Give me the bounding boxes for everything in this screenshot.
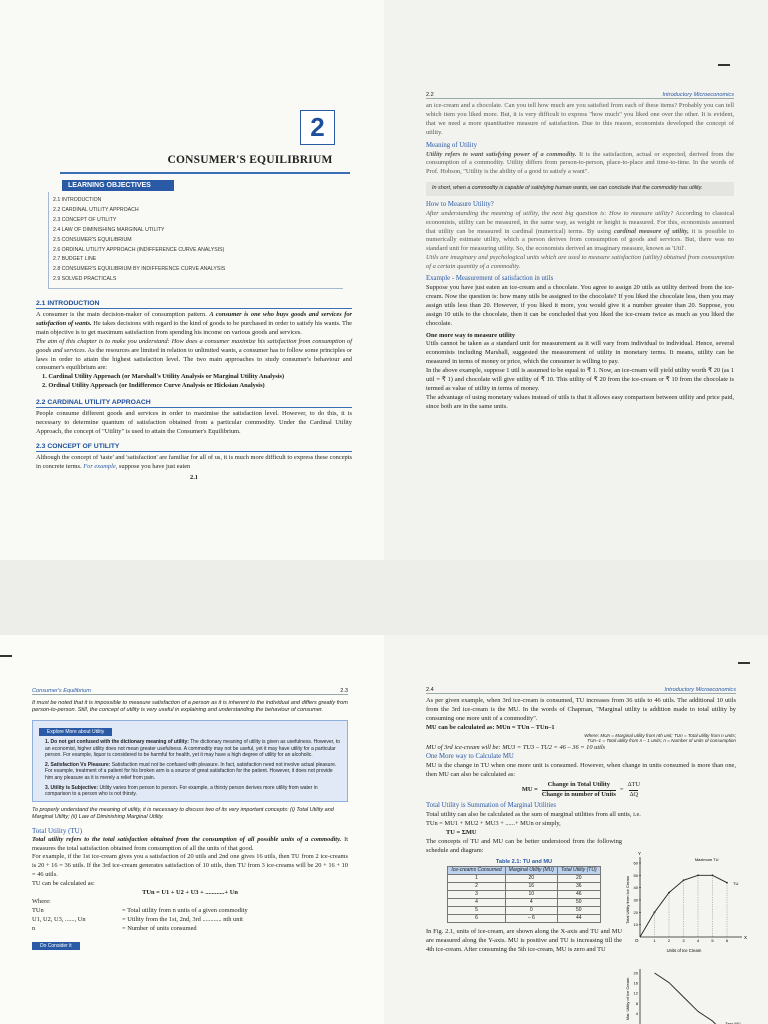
page-number: 2.4 (426, 687, 434, 693)
learning-objectives-box (48, 192, 343, 289)
page-2-3 (0, 635, 384, 1024)
max-tu-label: Maximum TU (694, 857, 719, 862)
section-rule (36, 451, 352, 452)
table-row: 3 10 46 (448, 890, 600, 898)
table-row: 2 16 36 (448, 882, 600, 890)
x-tick-label: 6 (725, 938, 729, 943)
lo-item: 2.7 BUDGET LINE (53, 256, 97, 263)
explore-item: 2. Satisfaction Vs Pleasure: Satisfaction must not be confused with pleasure. In fact, satisfaction need not involve actual pleasure. For example, treatment of a patient for his broken arm is a source of great satisfaction for the patient. However, it does not provide him any pleasure as it is merely a relief from pain. (45, 761, 337, 781)
y-tick-label: 50 (633, 872, 638, 878)
y-axis-letter: Y (638, 851, 642, 856)
x-tick-label: 3 (682, 938, 685, 943)
running-head: Consumer's Equilibrium (32, 688, 91, 694)
y-tick-label: 40 (633, 885, 638, 891)
intro-paragraph: an ice-cream and a chocolate. Can you tell how much are you satisfied from each of these items? Probably you can tell which item you liked more. But, it is very difficult to express "how much" you liked one over the other. It is evident, that we need a more quantitative measure of satisfaction. Due to this reason, economists developed the concept of utility. (426, 102, 734, 136)
lo-item: 2.2 CARDINAL UTILITY APPROACH (53, 206, 139, 213)
mu-y-tick-label: 16 (633, 980, 638, 986)
chapter-title: CONSUMER'S EQUILIBRIUM (167, 154, 333, 166)
tu-series-label: TU (733, 881, 739, 887)
consider-tag: Do Consider it (32, 942, 80, 950)
lo-item: 2.6 ORDINAL UTILITY APPROACH (INDIFFERENCE CURVE ANALYSIS) (53, 246, 225, 253)
page-number: 2.3 (340, 688, 348, 694)
subheading-how-to-measure: How to Measure Utility? (426, 200, 494, 208)
mu-y-tick-label: 8 (635, 1000, 638, 1006)
lo-item: 2.1 INTRODUCTION (53, 197, 102, 203)
learning-objectives-tag: LEARNING OBJECTIVES (62, 180, 174, 191)
utils-definition: Utils are imaginary and psychological units which are used to measure satisfaction (utility) obtained from consumption of a certain quantity of a commodity. (426, 254, 734, 271)
tu-mu-table (447, 866, 600, 923)
mu-y-tick-label: 4 (635, 1010, 638, 1016)
subheading-summation: Total Utility is Summation of Marginal Utilities (426, 802, 557, 810)
explore-item: 3. Utility is Subjective: Utility varies from person to person. For example, a thirsty person derives more utility from water in comparison to a person who is not thirsty. (45, 784, 318, 798)
explore-list (45, 739, 341, 798)
corner-mark (0, 655, 12, 657)
header-rule (426, 98, 734, 99)
mu-formula: MU = Change in Total Utility Change in number of Units = ΔTU ΔQ (521, 781, 641, 799)
subheading-one-more-way: One More way to Calculate MU (426, 752, 514, 760)
page-2-1 (0, 0, 384, 560)
lo-item: 2.5 CONSUMER'S EQUILIBRIUM (53, 236, 132, 243)
table-row: 6 – 6 44 (448, 914, 600, 922)
x-tick-label: 1 (653, 938, 656, 943)
measure-paragraph: After understanding the meaning of utility, the next big question is: How to measure utility? According to classical economists, utility can be measured, in the same way, as weight or height is measured. For this, economists assumed that utility can be measured in cardinal (numerical) terms. By using cardinal measure of utility, it is possible to numerically estimate utility, which a person derives from consumption of goods and services. But, there was no standard unit for measuring utility. So, the economists derived an imaginary measure, known as 'Util'. (426, 209, 734, 253)
corner-mark (738, 662, 750, 664)
table-title: Table 2.1: TU and MU (495, 858, 553, 865)
mu-curve (655, 973, 728, 1024)
schedule-intro: The concepts of TU and MU can be better understood from the following schedule and diagram: (426, 837, 622, 854)
header-rule (426, 693, 736, 694)
tu-formula: TUn = U1 + U2 + U3 + ............+ Un (142, 889, 238, 897)
utility-paragraph: Although the concept of 'taste' and 'satisfaction' are familiar for all of us, it is much more difficult to express these concepts in concrete terms. For example, suppose you have just eaten (36, 453, 352, 470)
subheading-meaning-of-utility: Meaning of Utility (426, 141, 477, 149)
x-tick-label: 5 (711, 938, 714, 943)
subheading-one-more-way: One more way to measure utility (426, 331, 516, 339)
chapter-number-box (300, 110, 335, 145)
lo-item: 2.8 CONSUMER'S EQUILIBRIUM BY INDIFFERENCE CURVE ANALYSIS (53, 266, 226, 273)
example-money-paragraph: In the above example, suppose 1 util is assumed to be equal to ₹ 1. Now, an ice-cream will yield utility worth ₹ 20 (as 1 util = ₹ 1) and chocolate will give utility of ₹ 10. This utility of ₹ 20 from the ice-cream or ₹ 10 from the chocolate is termed as value of utility in terms of money. (426, 367, 734, 392)
intro-paragraph: As per given example, when 3rd ice-cream is consumed, TU increases from 36 utils to 46 utils. The additional 10 utils from the 3rd ice-cream is the MU. In the words of Chapman, "Marginal utility is addition made to total utility by consuming one more unit of a commodity". (426, 697, 736, 722)
section-heading-2-3: 2.3 CONCEPT OF UTILITY (36, 442, 120, 450)
note-paragraph: It must be noted that it is impossible to measure satisfaction of a person as it is inherent to the individual and differs greatly from person-to-person. Still, the concept of utility is very useful in explaining and understanding the behaviour of consumer. (32, 700, 348, 713)
y-tick-label: 10 (633, 922, 638, 928)
omw-paragraph: MU is the change in TU when one more unit is consumed. However, when change in units consumed is more than one, then MU can also be calculated as: (426, 761, 736, 778)
tu-calc-intro: TU can be calculated as: (32, 880, 95, 888)
learning-objectives-list (49, 192, 343, 285)
monetary-paragraph: Utils cannot be taken as a standard unit for measurement as it will vary from individual to individual. Hence, several economists including Marshall, suggested the measurement of utility in monetary terms. It means, utility can be measured in terms of money or price, which the consumer is willing to pay. (426, 340, 734, 366)
where-label: Where: (32, 898, 51, 905)
advantage-paragraph: The advantage of using monetary values instead of utils is that it allows easy comparison between utility and price paid, since both are in the same units. (426, 393, 734, 410)
approach-item: 1. Cardinal Utility Approach (or Marshall's Utility Analysis or Marginal Utility Analysis) (42, 373, 285, 381)
approach-item: 2. Ordinal Utility Approach (or Indifference Curve Analysis or Hicksian Analysis) (42, 382, 265, 390)
cardinal-paragraph: People consume different goods and services in order to maximise the satisfaction level. However, to do this, it is necessary to determine quantum of satisfaction obtained from a particular commodity. Under the Cardinal Utility Approach, the concept of "Utility" is used to attain the Consumer's Equilibrium. (36, 410, 352, 435)
table-row: 4 4 50 (448, 898, 600, 906)
summation-formula-2: TU = ΣMU (446, 828, 477, 836)
y-tick-label: 30 (633, 897, 638, 903)
proper-understanding: To properly understand the meaning of utility, it is necessary to discuss two of its very important concepts: (i) Total Utility and Marginal Utility; (ii) Law of Diminishing Marginal Utility. (32, 806, 334, 820)
summation-formula-1: TUn = MU1 + MU2 + MU3 + ......+ MUn or simply, (426, 820, 561, 828)
summary-box (426, 182, 734, 196)
page-gap (0, 560, 768, 635)
origin-letter: O (635, 938, 639, 943)
tu-chart (625, 851, 747, 953)
corner-mark (718, 64, 730, 66)
table-row: 1 20 20 (448, 874, 600, 882)
example-paragraph: Suppose you have just eaten an ice-cream and a chocolate. You agree to assign 20 utils as utility derived from the ice-cream. Now the question is: how many utils be assigned to the chocolate? If you liked the chocolate less, then you may assign utils less than 20. However, if you liked it more, you would give it a number greater than 20. Suppose, you assign 10 utils to the chocolate, then it can be concluded that you liked the ice-cream twice as much as you liked the chocolate. (426, 284, 734, 327)
explore-box (32, 720, 348, 802)
explore-item: 1. Do not get confused with the dictionary meaning of utility: The dictionary meaning of utility is given as usefulness. However, to an economist, higher utility does not mean greater usefulness. A commodity may not be useful, yet it may have utility for a particular person. For example, liquor is considered to be harmful for health, yet it may have a high degree of utility for an alcoholic. (45, 739, 341, 759)
meaning-paragraph: Utility refers to want satisfying power of a commodity. It is the satisfaction, actual or expected, derived from the consumption of a commodity. Utility differs from person-to-person, place-to-place and time-to-time. In the words of Prof. Hobson, "Utility is the ability of a good to satisfy a want". (426, 150, 734, 176)
section-rule (36, 308, 352, 309)
section-heading-2-1: 2.1 INTRODUCTION (36, 300, 100, 307)
running-head: Introductory Microeconomics (664, 687, 736, 693)
mu-chart (625, 969, 741, 1024)
tu-mu-chart (624, 849, 764, 1024)
y-axis-title: Total Utility from Ice Cream (625, 875, 630, 925)
summation-paragraph: Total utility can also be calculated as the sum of marginal utilities from all units, i.e. (426, 811, 641, 819)
mu-y-axis-title: Mar. Utility of Ice Cream (625, 977, 630, 1021)
where-list: TUn = Total utility from n units of a given commodity U1, U2, U3, ......, Un = Utility from the 1st, 2nd, 3rd ............ nth unit n = Number of units consumed (32, 906, 248, 932)
subheading-example: Example - Measurement of satisfaction in utils (426, 275, 554, 283)
summary-text: In short, when a commodity is capable of satisfying human wants, we can conclude that the commodity has utility. (432, 185, 703, 192)
lo-item: 2.9 SOLVED PRACTICALS (53, 276, 117, 283)
title-rule (60, 172, 350, 174)
mu-where-1: Where: MUn = Marginal utility from nth unit; TUn = Total utility from n units; (584, 732, 736, 738)
section-rule (36, 407, 352, 408)
x-tick-label: 2 (667, 938, 671, 943)
y-tick-label: 20 (633, 909, 638, 915)
subheading-total-utility: Total Utility (TU) (32, 826, 83, 835)
table-row: 5 0 50 (448, 906, 600, 914)
running-head: Introductory Microeconomics (662, 92, 734, 98)
page-folio: 2.1 (190, 473, 198, 481)
intro-paragraph: A consumer is the main decision-maker of consumption pattern. A consumer is one who buys goods and services for satisfaction of wants. He takes decisions with regard to the kind of goods to be purchased in order to satisfy his wants. The main objective is to get maximum satisfaction from spending his income on various goods and services. (36, 311, 353, 336)
tu-definition: Total utility refers to the total satisfaction obtained from the consumption of all possible units of a commodity. It measures the total satisfaction obtained from consumption of all the units of that good. (32, 835, 348, 852)
aim-paragraph: The aim of this chapter is to make you understand: How does a consumer maximize his satisfaction from consumption of goods and services. As the resources are limited in relation to unlimited wants, a consumer has to follow some principles or laws in order to attain the highest satisfaction level. The two main approaches to study consumer's behaviour and consumer's equilibrium are: (36, 337, 353, 372)
zero-mu-label: Zero MU (725, 1021, 741, 1024)
x-axis-letter: X (744, 935, 748, 940)
x-tick-label: 4 (696, 938, 700, 943)
table-header-row: Ice-creams Consumed Marginal Utility (MU) Total Utility (TU) (448, 866, 600, 874)
page-2-4 (384, 635, 768, 1024)
header-rule (32, 694, 348, 695)
page-2-2 (384, 0, 768, 560)
mu-y-tick-label: 12 (633, 990, 638, 996)
mu-where-2: TUn–1 = Total utility from n – 1 units; n = Number of units of consumption (587, 738, 736, 744)
figure-paragraph: In Fig. 2.1, units of ice-cream, are shown along the X-axis and TU and MU are measured along the Y-axis. MU is positive and TU is increasing till the 4th ice-cream. After consuming the 5th ice-cream, MU is zero and TU (426, 927, 622, 953)
chapter-number: 2 (310, 112, 325, 142)
y-tick-label: 60 (633, 860, 638, 866)
lo-item: 2.3 CONCEPT OF UTILITY (53, 216, 117, 223)
tu-curve (640, 875, 727, 937)
lo-item: 2.4 LAW OF DIMINISHING MARGINAL UTILITY (53, 226, 165, 233)
page-number: 2.2 (426, 92, 434, 98)
mu-y-tick-label: 20 (633, 970, 638, 976)
tu-example: For example, if the 1st ice-cream gives you a satisfaction of 20 utils and 2nd one gives 16 utils, then TU from 2 ice-creams is 20 + 16 = 36 utils. If the 3rd ice-cream generates satisfaction of 10 utils, then TU from 3 ice-creams will be 20 + 16 + 10 = 46 utils. (32, 853, 348, 879)
section-heading-2-2: 2.2 CARDINAL UTILITY APPROACH (36, 399, 151, 407)
x-axis-title: Units of Ice Cream (666, 948, 702, 953)
mu-third: MU of 3rd ice-cream will be: MU3 = TU3 – TU2 = 46 – 36 = 10 utils (426, 743, 606, 751)
mu-calc: MU can be calculated as: MUn = TUn – TUn–1 (426, 723, 555, 731)
explore-tag: Explore More about Utility (39, 728, 112, 736)
